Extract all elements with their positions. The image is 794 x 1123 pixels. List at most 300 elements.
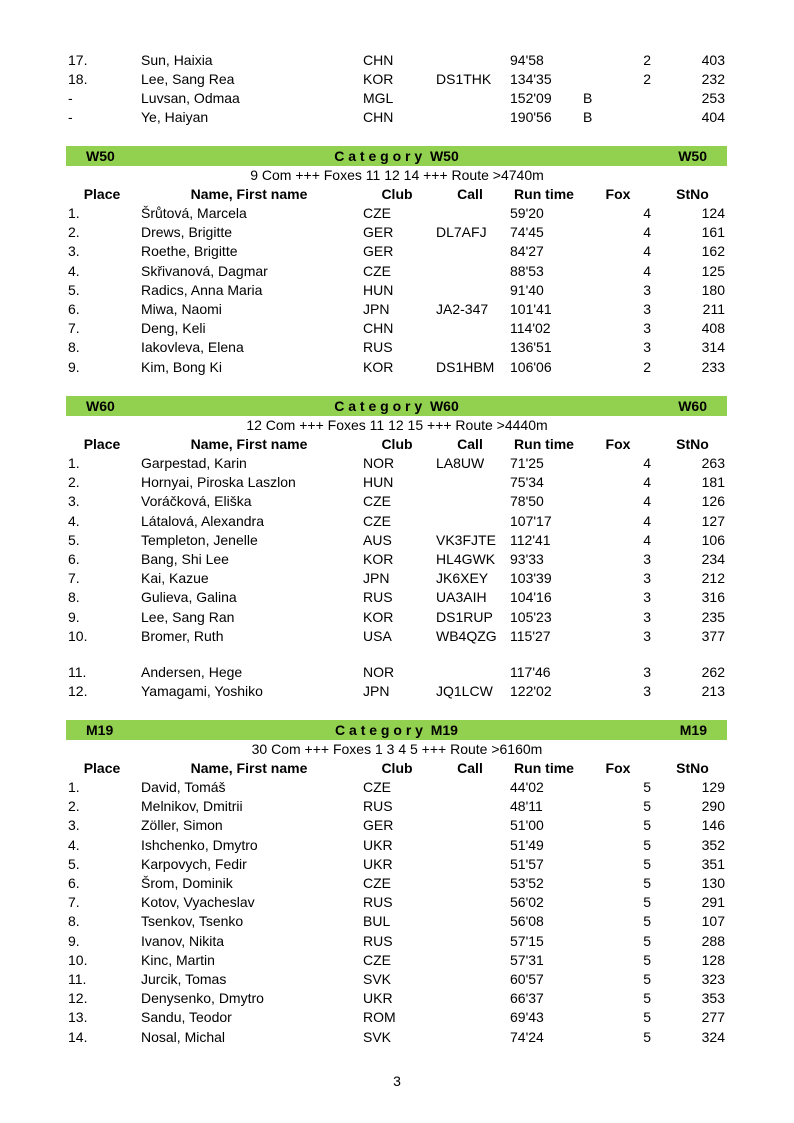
fox-cell: 4 bbox=[643, 513, 651, 529]
table-row bbox=[0, 836, 794, 855]
table-row bbox=[0, 358, 794, 377]
table-header bbox=[0, 435, 794, 454]
category-code-left: W50 bbox=[86, 148, 115, 164]
header-name: Name, First name bbox=[190, 760, 308, 776]
category-info: 12 Com +++ Foxes 11 12 15 +++ Route >4440m bbox=[246, 417, 548, 433]
stno-cell: 130 bbox=[701, 875, 725, 891]
run-time-cell: 59'20 bbox=[510, 205, 544, 221]
club-cell: RUS bbox=[363, 894, 393, 910]
run-time-cell: 106'06 bbox=[510, 359, 552, 375]
stno-cell: 128 bbox=[701, 952, 725, 968]
stno-cell: 352 bbox=[701, 837, 725, 853]
name-cell: Sandu, Teodor bbox=[141, 1009, 232, 1025]
club-cell: GER bbox=[363, 243, 394, 259]
stno-cell: 404 bbox=[701, 109, 725, 125]
club-cell: UKR bbox=[363, 990, 393, 1006]
category-code-right: M19 bbox=[679, 722, 707, 738]
club-cell: SVK bbox=[363, 971, 392, 987]
place-cell: 3. bbox=[68, 817, 80, 833]
table-row bbox=[0, 204, 794, 223]
club-cell: NOR bbox=[363, 455, 395, 471]
category-word: C a t e g o r y bbox=[334, 398, 423, 414]
place-cell: 17. bbox=[68, 52, 88, 68]
fox-cell: 4 bbox=[643, 474, 651, 490]
header-run-time: Run time bbox=[514, 436, 574, 452]
fox-cell: 5 bbox=[643, 952, 651, 968]
run-time-cell: 51'49 bbox=[510, 837, 544, 853]
place-cell: 2. bbox=[68, 224, 80, 240]
table-row bbox=[0, 512, 794, 531]
run-time-cell: 69'43 bbox=[510, 1009, 544, 1025]
run-time-cell: 94'58 bbox=[510, 52, 544, 68]
club-cell: UKR bbox=[363, 856, 393, 872]
place-cell: 3. bbox=[68, 493, 80, 509]
run-time-cell: 152'09 bbox=[510, 90, 552, 106]
call-cell: DL7AFJ bbox=[436, 224, 487, 240]
name-cell: Ivanov, Nikita bbox=[141, 933, 224, 949]
club-cell: CZE bbox=[363, 493, 391, 509]
place-cell: 4. bbox=[68, 263, 80, 279]
place-cell: 1. bbox=[68, 779, 80, 795]
club-cell: CZE bbox=[363, 263, 391, 279]
fox-cell: 3 bbox=[643, 589, 651, 605]
club-cell: CZE bbox=[363, 875, 391, 891]
club-cell: USA bbox=[363, 628, 392, 644]
name-cell: Andersen, Hege bbox=[141, 664, 243, 680]
place-cell: 7. bbox=[68, 320, 80, 336]
header-stno: StNo bbox=[676, 760, 709, 776]
fox-cell: 5 bbox=[643, 875, 651, 891]
category-code-left: M19 bbox=[86, 722, 114, 738]
club-cell: GER bbox=[363, 817, 394, 833]
call-cell: DS1THK bbox=[436, 71, 492, 87]
table-row bbox=[0, 454, 794, 473]
name-cell: Roethe, Brigitte bbox=[141, 243, 238, 259]
run-time-cell: 57'15 bbox=[510, 933, 544, 949]
name-cell: Bang, Shi Lee bbox=[141, 551, 229, 567]
category-bar bbox=[66, 146, 727, 166]
table-row bbox=[0, 816, 794, 835]
stno-cell: 235 bbox=[701, 609, 725, 625]
stno-cell: 181 bbox=[701, 474, 725, 490]
place-cell: 5. bbox=[68, 532, 80, 548]
fox-cell: 5 bbox=[643, 990, 651, 1006]
run-time-cell: 91'40 bbox=[510, 282, 544, 298]
place-cell: 5. bbox=[68, 282, 80, 298]
category-word: C a t e g o r y bbox=[335, 722, 423, 738]
stno-cell: 408 bbox=[701, 320, 725, 336]
table-row bbox=[0, 242, 794, 261]
run-time-cell: 115'27 bbox=[510, 628, 551, 644]
table-header bbox=[0, 759, 794, 778]
header-club: Club bbox=[381, 760, 413, 776]
name-cell: Jurcik, Tomas bbox=[141, 971, 227, 987]
name-cell: Melnikov, Dmitrii bbox=[141, 798, 243, 814]
stno-cell: 124 bbox=[701, 205, 725, 221]
header-place: Place bbox=[83, 760, 121, 776]
run-time-cell: 51'00 bbox=[510, 817, 544, 833]
category-word: C a t e g o r y bbox=[334, 148, 423, 164]
table-header bbox=[0, 185, 794, 204]
run-time-cell: 101'41 bbox=[510, 301, 552, 317]
status-cell: B bbox=[583, 109, 593, 125]
run-time-cell: 75'34 bbox=[510, 474, 544, 490]
stno-cell: 377 bbox=[701, 628, 725, 644]
place-cell: 12. bbox=[68, 990, 88, 1006]
name-cell: Templeton, Jenelle bbox=[141, 532, 258, 548]
header-fox: Fox bbox=[605, 760, 631, 776]
category-info: 30 Com +++ Foxes 1 3 4 5 +++ Route >6160m bbox=[251, 741, 543, 757]
run-time-cell: 112'41 bbox=[510, 532, 551, 548]
place-cell: 2. bbox=[68, 798, 80, 814]
stno-cell: 316 bbox=[701, 589, 725, 605]
category-bar bbox=[66, 720, 727, 740]
page-number: 3 bbox=[393, 1073, 401, 1089]
header-place: Place bbox=[83, 186, 121, 202]
table-row bbox=[0, 797, 794, 816]
fox-cell: 5 bbox=[643, 894, 651, 910]
category-title bbox=[66, 720, 727, 740]
club-cell: CZE bbox=[363, 205, 391, 221]
status-cell: B bbox=[583, 90, 593, 106]
table-row bbox=[0, 492, 794, 511]
name-cell: Denysenko, Dmytro bbox=[141, 990, 264, 1006]
club-cell: UKR bbox=[363, 837, 393, 853]
run-time-cell: 60'57 bbox=[510, 971, 544, 987]
fox-cell: 2 bbox=[643, 71, 651, 87]
club-cell: BUL bbox=[363, 913, 391, 929]
club-cell: KOR bbox=[363, 609, 394, 625]
table-row bbox=[0, 1008, 794, 1027]
name-cell: David, Tomáš bbox=[141, 779, 226, 795]
club-cell: KOR bbox=[363, 359, 394, 375]
run-time-cell: 74'45 bbox=[510, 224, 544, 240]
run-time-cell: 117'46 bbox=[510, 664, 551, 680]
header-stno: StNo bbox=[676, 186, 709, 202]
table-row bbox=[0, 319, 794, 338]
table-row bbox=[0, 70, 794, 89]
table-row bbox=[0, 970, 794, 989]
table-row bbox=[0, 874, 794, 893]
club-cell: NOR bbox=[363, 664, 395, 680]
place-cell: 9. bbox=[68, 359, 80, 375]
table-row bbox=[0, 108, 794, 127]
name-cell: Karpovych, Fedir bbox=[141, 856, 247, 872]
place-cell: 12. bbox=[68, 683, 88, 699]
club-cell: JPN bbox=[363, 570, 390, 586]
stno-cell: 212 bbox=[701, 570, 725, 586]
header-name: Name, First name bbox=[190, 186, 308, 202]
table-row bbox=[0, 550, 794, 569]
fox-cell: 5 bbox=[643, 817, 651, 833]
run-time-cell: 56'08 bbox=[510, 913, 544, 929]
category-code: W50 bbox=[429, 148, 459, 164]
run-time-cell: 71'25 bbox=[510, 455, 544, 471]
stno-cell: 213 bbox=[701, 683, 725, 699]
header-stno: StNo bbox=[676, 436, 709, 452]
name-cell: Lee, Sang Rea bbox=[141, 71, 235, 87]
fox-cell: 3 bbox=[643, 609, 651, 625]
stno-cell: 125 bbox=[701, 263, 725, 279]
header-name: Name, First name bbox=[190, 436, 308, 452]
club-cell: JPN bbox=[363, 301, 390, 317]
place-cell: 9. bbox=[68, 933, 80, 949]
stno-cell: 107 bbox=[701, 913, 725, 929]
place-cell: 9. bbox=[68, 609, 80, 625]
stno-cell: 263 bbox=[701, 455, 725, 471]
club-cell: GER bbox=[363, 224, 394, 240]
run-time-cell: 88'53 bbox=[510, 263, 544, 279]
header-fox: Fox bbox=[605, 186, 631, 202]
table-row bbox=[0, 932, 794, 951]
stno-cell: 314 bbox=[701, 339, 725, 355]
category-code-right: W50 bbox=[678, 148, 707, 164]
fox-cell: 5 bbox=[643, 971, 651, 987]
club-cell: AUS bbox=[363, 532, 392, 548]
category-title bbox=[66, 396, 727, 416]
club-cell: RUS bbox=[363, 589, 393, 605]
fox-cell: 4 bbox=[643, 224, 651, 240]
table-row bbox=[0, 262, 794, 281]
club-cell: CZE bbox=[363, 513, 391, 529]
name-cell: Šrůtová, Marcela bbox=[141, 205, 247, 221]
header-run-time: Run time bbox=[514, 760, 574, 776]
run-time-cell: 78'50 bbox=[510, 493, 544, 509]
table-row bbox=[0, 608, 794, 627]
place-cell: 4. bbox=[68, 513, 80, 529]
run-time-cell: 190'56 bbox=[510, 109, 552, 125]
place-cell: 1. bbox=[68, 455, 80, 471]
run-time-cell: 93'33 bbox=[510, 551, 544, 567]
name-cell: Radics, Anna Maria bbox=[141, 282, 263, 298]
name-cell: Ye, Haiyan bbox=[141, 109, 209, 125]
call-cell: DS1HBM bbox=[436, 359, 495, 375]
place-cell: 8. bbox=[68, 339, 80, 355]
fox-cell: 5 bbox=[643, 1009, 651, 1025]
run-time-cell: 57'31 bbox=[510, 952, 544, 968]
table-row bbox=[0, 588, 794, 607]
stno-cell: 253 bbox=[701, 90, 725, 106]
place-cell: - bbox=[68, 90, 73, 106]
fox-cell: 5 bbox=[643, 779, 651, 795]
place-cell: 11. bbox=[68, 664, 87, 680]
call-cell: UA3AIH bbox=[436, 589, 487, 605]
place-cell: 6. bbox=[68, 301, 80, 317]
stno-cell: 232 bbox=[701, 71, 725, 87]
club-cell: HUN bbox=[363, 474, 394, 490]
call-cell: JA2-347 bbox=[436, 301, 489, 317]
table-row bbox=[0, 1028, 794, 1047]
club-cell: RUS bbox=[363, 339, 393, 355]
place-cell: 10. bbox=[68, 952, 88, 968]
call-cell: HL4GWK bbox=[436, 551, 496, 567]
club-cell: MGL bbox=[363, 90, 394, 106]
club-cell: HUN bbox=[363, 282, 394, 298]
run-time-cell: 56'02 bbox=[510, 894, 544, 910]
stno-cell: 234 bbox=[701, 551, 725, 567]
stno-cell: 162 bbox=[701, 243, 725, 259]
club-cell: CHN bbox=[363, 52, 394, 68]
header-call: Call bbox=[457, 186, 483, 202]
run-time-cell: 103'39 bbox=[510, 570, 552, 586]
name-cell: Látalová, Alexandra bbox=[141, 513, 264, 529]
stno-cell: 233 bbox=[701, 359, 725, 375]
club-cell: RUS bbox=[363, 798, 393, 814]
place-cell: 6. bbox=[68, 551, 80, 567]
name-cell: Zöller, Simon bbox=[141, 817, 223, 833]
place-cell: 7. bbox=[68, 894, 80, 910]
fox-cell: 4 bbox=[643, 532, 651, 548]
stno-cell: 146 bbox=[701, 817, 725, 833]
name-cell: Miwa, Naomi bbox=[141, 301, 222, 317]
table-row bbox=[0, 855, 794, 874]
fox-cell: 5 bbox=[643, 798, 651, 814]
name-cell: Lee, Sang Ran bbox=[141, 609, 235, 625]
place-cell: 3. bbox=[68, 243, 80, 259]
fox-cell: 3 bbox=[643, 683, 651, 699]
name-cell: Voráčková, Eliška bbox=[141, 493, 252, 509]
category-info: 9 Com +++ Foxes 11 12 14 +++ Route >4740m bbox=[250, 167, 544, 183]
name-cell: Gulieva, Galina bbox=[141, 589, 237, 605]
table-row bbox=[0, 281, 794, 300]
stno-cell: 403 bbox=[701, 52, 725, 68]
place-cell: 14. bbox=[68, 1029, 88, 1045]
fox-cell: 3 bbox=[643, 551, 651, 567]
stno-cell: 351 bbox=[701, 856, 725, 872]
stno-cell: 353 bbox=[701, 990, 725, 1006]
stno-cell: 161 bbox=[701, 224, 725, 240]
club-cell: RUS bbox=[363, 933, 393, 949]
club-cell: CZE bbox=[363, 779, 391, 795]
stno-cell: 129 bbox=[701, 779, 725, 795]
stno-cell: 211 bbox=[702, 301, 725, 317]
place-cell: 10. bbox=[68, 628, 88, 644]
place-cell: 8. bbox=[68, 913, 80, 929]
category-code: W60 bbox=[429, 398, 459, 414]
category-code: M19 bbox=[430, 722, 458, 738]
run-time-cell: 53'52 bbox=[510, 875, 544, 891]
stno-cell: 262 bbox=[701, 664, 725, 680]
table-row bbox=[0, 338, 794, 357]
fox-cell: 2 bbox=[643, 52, 651, 68]
name-cell: Šrom, Dominik bbox=[141, 875, 233, 891]
name-cell: Kinc, Martin bbox=[141, 952, 215, 968]
fox-cell: 3 bbox=[643, 628, 651, 644]
run-time-cell: 66'37 bbox=[510, 990, 544, 1006]
stno-cell: 106 bbox=[701, 532, 725, 548]
place-cell: - bbox=[68, 109, 73, 125]
call-cell: JQ1LCW bbox=[436, 683, 493, 699]
place-cell: 1. bbox=[68, 205, 80, 221]
stno-cell: 290 bbox=[701, 798, 725, 814]
place-cell: 11. bbox=[68, 971, 87, 987]
header-call: Call bbox=[457, 436, 483, 452]
call-cell: WB4QZG bbox=[436, 628, 497, 644]
place-cell: 5. bbox=[68, 856, 80, 872]
name-cell: Kim, Bong Ki bbox=[141, 359, 222, 375]
name-cell: Nosal, Michal bbox=[141, 1029, 226, 1045]
fox-cell: 5 bbox=[643, 856, 651, 872]
name-cell: Skřivanová, Dagmar bbox=[141, 263, 268, 279]
fox-cell: 4 bbox=[643, 493, 651, 509]
name-cell: Tsenkov, Tsenko bbox=[141, 913, 244, 929]
table-row bbox=[0, 473, 794, 492]
stno-cell: 324 bbox=[701, 1029, 725, 1045]
category-bar bbox=[66, 396, 727, 416]
header-fox: Fox bbox=[605, 436, 631, 452]
place-cell: 8. bbox=[68, 589, 80, 605]
club-cell: CHN bbox=[363, 320, 394, 336]
run-time-cell: 136'51 bbox=[510, 339, 552, 355]
fox-cell: 5 bbox=[643, 913, 651, 929]
table-row bbox=[0, 682, 794, 701]
run-time-cell: 105'23 bbox=[510, 609, 552, 625]
table-row bbox=[0, 300, 794, 319]
fox-cell: 4 bbox=[643, 243, 651, 259]
name-cell: Luvsan, Odmaa bbox=[141, 90, 240, 106]
stno-cell: 323 bbox=[701, 971, 725, 987]
run-time-cell: 134'35 bbox=[510, 71, 552, 87]
run-time-cell: 122'02 bbox=[510, 683, 552, 699]
stno-cell: 127 bbox=[701, 513, 725, 529]
header-club: Club bbox=[381, 186, 413, 202]
table-row bbox=[0, 663, 794, 682]
place-cell: 7. bbox=[68, 570, 80, 586]
stno-cell: 180 bbox=[701, 282, 725, 298]
table-row bbox=[0, 951, 794, 970]
fox-cell: 5 bbox=[643, 837, 651, 853]
fox-cell: 2 bbox=[643, 359, 651, 375]
table-row bbox=[0, 89, 794, 108]
name-cell: Ishchenko, Dmytro bbox=[141, 837, 258, 853]
call-cell: JK6XEY bbox=[436, 570, 489, 586]
call-cell: DS1RUP bbox=[436, 609, 493, 625]
name-cell: Bromer, Ruth bbox=[141, 628, 224, 644]
run-time-cell: 44'02 bbox=[510, 779, 544, 795]
header-club: Club bbox=[381, 436, 413, 452]
fox-cell: 3 bbox=[643, 282, 651, 298]
header-run-time: Run time bbox=[514, 186, 574, 202]
table-row bbox=[0, 912, 794, 931]
category-title bbox=[66, 146, 727, 166]
club-cell: KOR bbox=[363, 71, 394, 87]
club-cell: CZE bbox=[363, 952, 391, 968]
run-time-cell: 114'02 bbox=[510, 320, 551, 336]
call-cell: VK3FJTE bbox=[436, 532, 496, 548]
name-cell: Yamagami, Yoshiko bbox=[141, 683, 263, 699]
run-time-cell: 51'57 bbox=[510, 856, 544, 872]
fox-cell: 4 bbox=[643, 455, 651, 471]
run-time-cell: 84'27 bbox=[510, 243, 544, 259]
call-cell: LA8UW bbox=[436, 455, 485, 471]
club-cell: KOR bbox=[363, 551, 394, 567]
header-place: Place bbox=[83, 436, 121, 452]
club-cell: ROM bbox=[363, 1009, 396, 1025]
table-row bbox=[0, 627, 794, 646]
stno-cell: 126 bbox=[701, 493, 725, 509]
fox-cell: 4 bbox=[643, 263, 651, 279]
club-cell: SVK bbox=[363, 1029, 392, 1045]
club-cell: JPN bbox=[363, 683, 390, 699]
table-row bbox=[0, 569, 794, 588]
header-call: Call bbox=[457, 760, 483, 776]
fox-cell: 5 bbox=[643, 933, 651, 949]
fox-cell: 3 bbox=[643, 320, 651, 336]
club-cell: CHN bbox=[363, 109, 394, 125]
run-time-cell: 74'24 bbox=[510, 1029, 544, 1045]
name-cell: Deng, Keli bbox=[141, 320, 206, 336]
category-code-left: W60 bbox=[86, 398, 115, 414]
